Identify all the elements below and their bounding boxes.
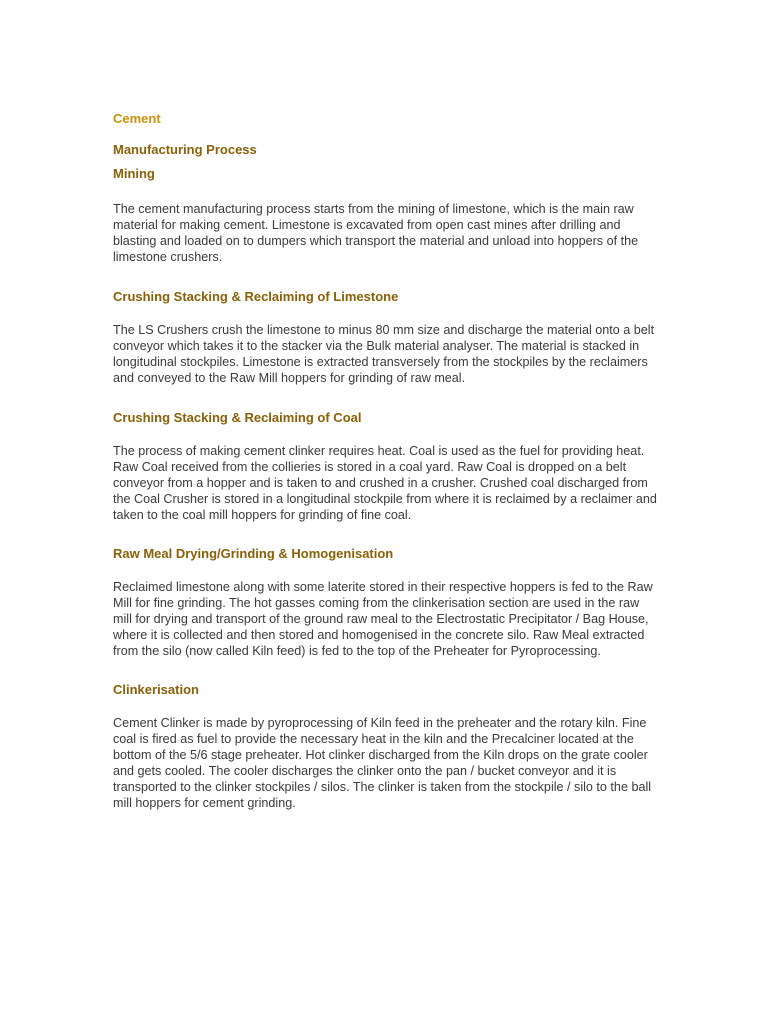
section-heading-raw-meal: Raw Meal Drying/Grinding & Homogenisation	[113, 546, 394, 561]
section-body-crushing-coal: The process of making cement clinker requires heat. Coal is used as the fuel for providing heat. Raw Coal received from the collieries is stored in a coal yard. Raw Coal is dropped on a belt conveyor from a hopper and is taken to and crushed in a crusher. Crushed coal discharged from the Coal Crusher is stored in a longitudinal stockpile from where it is reclaimed by a reclaimer and taken to the coal mill hoppers for grinding of fine coal.	[113, 444, 657, 522]
document-page	[113, 111, 658, 811]
section-heading-crushing-coal: Crushing Stacking & Reclaiming of Coal	[113, 410, 362, 425]
section-body-raw-meal: Reclaimed limestone along with some laterite stored in their respective hoppers is fed to the Raw Mill for fine grinding. The hot gasses coming from the clinkerisation section are used in the raw mill for drying and transport of the ground raw meal to the Electrostatic Precipitator / Bag House, where it is collected and then stored and homogenised in the concrete silo. Raw Meal extracted from the silo (now called Kiln feed) is fed to the top of the Preheater for Pyroprocessing.	[113, 580, 653, 658]
section-body-clinkerisation: Cement Clinker is made by pyroprocessing of Kiln feed in the preheater and the rotary kiln. Fine coal is fired as fuel to provide the necessary heat in the kiln and the Precalciner located at the bottom of the 5/6 stage preheater. Hot clinker discharged from the Kiln drops on the grate cooler and gets cooled. The cooler discharges the clinker onto the pan / bucket conveyor and it is transported to the clinker stockpiles / silos. The clinker is taken from the stockpile / silo to the ball mill hoppers for cement grinding.	[113, 716, 652, 810]
section-heading-mining: Mining	[113, 166, 155, 181]
section-heading-crushing-limestone: Crushing Stacking & Reclaiming of Limestone	[113, 289, 399, 304]
document-subtitle: Manufacturing Process	[113, 142, 257, 157]
document-title: Cement	[113, 111, 161, 126]
section-body-crushing-limestone: The LS Crushers crush the limestone to minus 80 mm size and discharge the material onto a belt conveyor which takes it to the stacker via the Bulk material analyser. The material is stacked in longitudinal stockpiles. Limestone is extracted transversely from the stockpiles by the reclaimers and conveyed to the Raw Mill hoppers for grinding of raw meal.	[113, 323, 655, 385]
section-body-mining: The cement manufacturing process starts from the mining of limestone, which is the main raw material for making cement. Limestone is excavated from open cast mines after drilling and blasting and loaded on to dumpers which transport the material and unload into hoppers of the limestone crushers.	[113, 202, 639, 264]
section-heading-clinkerisation: Clinkerisation	[113, 682, 199, 697]
